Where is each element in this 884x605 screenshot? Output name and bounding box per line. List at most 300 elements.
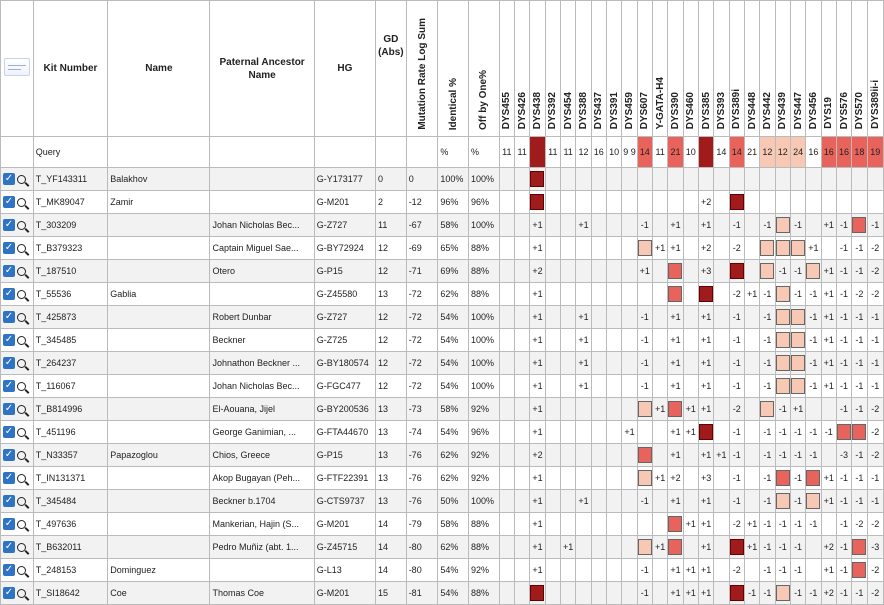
marker-cell <box>806 467 821 490</box>
marker-cell <box>683 214 698 237</box>
ancestor-name-cell: Otero <box>210 260 314 283</box>
marker-cell <box>560 352 575 375</box>
marker-cell: -1 <box>867 329 883 352</box>
kit-number-header[interactable]: Kit Number <box>33 1 108 137</box>
marker-cell <box>622 237 637 260</box>
marker-cell: +1 <box>530 375 545 398</box>
marker-cell: -1 <box>790 421 805 444</box>
marker-cell <box>606 398 621 421</box>
row-checkbox-icon[interactable]: ✓ <box>4 173 14 184</box>
marker-header-3[interactable]: DYS392 <box>545 1 560 137</box>
marker-cell: +1 <box>530 513 545 536</box>
marker-cell: +1 <box>652 467 667 490</box>
query-marker-value: 16 <box>821 137 836 168</box>
row-checkbox-icon[interactable]: ✓ <box>4 196 14 207</box>
marker-cell: -1 <box>790 582 805 605</box>
marker-cell <box>545 582 560 605</box>
marker-cell <box>714 306 729 329</box>
identical-percent-cell: 54% <box>438 375 469 398</box>
marker-header-24[interactable]: DYS389ii-i <box>867 1 883 137</box>
off-by-one-percent-cell: 88% <box>469 513 500 536</box>
name-cell: Zamir <box>108 191 210 214</box>
search-icon[interactable] <box>17 405 26 414</box>
row-checkbox-icon[interactable]: ✓ <box>4 426 14 437</box>
marker-header-5[interactable]: DYS388 <box>576 1 591 137</box>
marker-header-15[interactable]: DYS389i <box>729 1 744 137</box>
marker-cell: +1 <box>821 214 836 237</box>
marker-cell <box>560 582 575 605</box>
marker-header-8[interactable]: DYS459 <box>622 1 637 137</box>
row-checkbox-icon[interactable]: ✓ <box>4 357 14 368</box>
app-logo-icon <box>4 58 30 76</box>
table-row[interactable] <box>1 214 884 237</box>
marker-cell <box>591 214 606 237</box>
row-checkbox-icon[interactable]: ✓ <box>4 380 14 391</box>
table-row[interactable] <box>1 237 884 260</box>
kit-number-cell: T_B632011 <box>33 536 108 559</box>
marker-cell <box>637 191 652 214</box>
marker-cell: +1 <box>683 398 698 421</box>
marker-cell: +1 <box>576 375 591 398</box>
marker-cell <box>852 168 867 191</box>
search-icon[interactable] <box>17 244 26 253</box>
marker-cell: +1 <box>821 467 836 490</box>
table-row[interactable] <box>1 283 884 306</box>
marker-header-6[interactable]: DYS437 <box>591 1 606 137</box>
row-checkbox-icon[interactable]: ✓ <box>4 472 14 483</box>
marker-cell <box>668 260 683 283</box>
marker-cell <box>821 168 836 191</box>
marker-cell <box>744 444 759 467</box>
query-label: Query <box>33 137 108 168</box>
marker-cell <box>622 375 637 398</box>
mutation-rate-cell: -76 <box>406 444 438 467</box>
ancestor-name-cell: Johnathon Beckner ... <box>210 352 314 375</box>
ancestor-name-cell: Akop Bugayan (Peh... <box>210 467 314 490</box>
search-icon[interactable] <box>17 290 26 299</box>
marker-cell <box>622 536 637 559</box>
search-icon[interactable] <box>17 198 26 207</box>
marker-cell: +1 <box>576 352 591 375</box>
marker-cell: -2 <box>867 513 883 536</box>
marker-cell <box>729 582 744 605</box>
ancestor-name-cell: George Ganimian, ... <box>210 421 314 444</box>
kit-number-cell: T_345484 <box>33 490 108 513</box>
marker-cell: +1 <box>683 421 698 444</box>
ancestor-name-cell: Johan Nicholas Bec... <box>210 214 314 237</box>
marker-cell: -1 <box>836 467 851 490</box>
marker-header-12[interactable]: DYS460 <box>683 1 698 137</box>
table-row[interactable] <box>1 490 884 513</box>
marker-cell: -1 <box>790 444 805 467</box>
marker-header-14[interactable]: DYS393 <box>714 1 729 137</box>
marker-cell: -1 <box>836 283 851 306</box>
table-row[interactable] <box>1 536 884 559</box>
marker-cell <box>760 260 775 283</box>
off-by-one-percent-cell: 100% <box>469 490 500 513</box>
marker-header-20[interactable]: DYS456 <box>806 1 821 137</box>
mutation-rate-cell: -72 <box>406 329 438 352</box>
table-row[interactable] <box>1 582 884 605</box>
marker-cell: +1 <box>530 536 545 559</box>
marker-cell <box>683 283 698 306</box>
marker-cell: -1 <box>821 421 836 444</box>
marker-cell <box>729 191 744 214</box>
marker-cell <box>637 536 652 559</box>
marker-cell: +1 <box>530 490 545 513</box>
marker-cell <box>515 283 530 306</box>
marker-cell <box>744 306 759 329</box>
off-by-one-percent-cell: 92% <box>469 559 500 582</box>
search-icon[interactable] <box>17 267 26 276</box>
marker-cell: +1 <box>790 398 805 421</box>
table-row[interactable] <box>1 513 884 536</box>
marker-cell: +1 <box>698 398 713 421</box>
marker-cell: -1 <box>867 375 883 398</box>
marker-cell <box>499 214 514 237</box>
marker-cell <box>499 260 514 283</box>
marker-diff-swatch <box>668 516 682 532</box>
marker-diff-swatch <box>837 424 851 440</box>
marker-cell: +2 <box>821 536 836 559</box>
marker-cell: +1 <box>683 582 698 605</box>
row-controls <box>1 306 34 329</box>
marker-cell <box>591 375 606 398</box>
genetic-distance-cell: 12 <box>376 352 407 375</box>
row-controls <box>1 444 34 467</box>
marker-cell <box>806 191 821 214</box>
marker-diff-swatch <box>668 263 682 279</box>
marker-cell <box>652 329 667 352</box>
off-by-one-header[interactable]: Off by One% <box>469 1 500 137</box>
marker-cell <box>591 559 606 582</box>
query-marker-value: 11 <box>515 137 530 168</box>
search-icon[interactable] <box>17 359 26 368</box>
marker-cell <box>560 559 575 582</box>
marker-cell <box>622 214 637 237</box>
table-row[interactable] <box>1 306 884 329</box>
ancestor-name-cell <box>210 168 314 191</box>
select-all-logo[interactable] <box>1 1 34 137</box>
marker-diff-swatch <box>638 240 652 256</box>
genetic-distance-cell: 0 <box>376 168 407 191</box>
marker-cell <box>836 191 851 214</box>
marker-cell <box>606 582 621 605</box>
search-icon[interactable] <box>17 497 26 506</box>
marker-header-16[interactable]: DYS448 <box>744 1 759 137</box>
marker-cell: -1 <box>637 306 652 329</box>
haplogroup-header[interactable]: HG <box>314 1 375 137</box>
identical-percent-cell: 54% <box>438 352 469 375</box>
identical-percent-cell: 65% <box>438 237 469 260</box>
marker-cell <box>714 536 729 559</box>
identical-header[interactable]: Identical % <box>438 1 469 137</box>
marker-cell <box>499 444 514 467</box>
marker-cell: -2 <box>852 513 867 536</box>
table-row[interactable] <box>1 352 884 375</box>
table-row[interactable] <box>1 375 884 398</box>
marker-cell: -1 <box>790 490 805 513</box>
marker-cell <box>698 421 713 444</box>
marker-cell: +1 <box>668 329 683 352</box>
marker-cell: +2 <box>698 237 713 260</box>
query-marker-value: 24 <box>790 137 805 168</box>
table-row[interactable] <box>1 329 884 352</box>
name-cell <box>108 490 210 513</box>
search-icon[interactable] <box>17 313 26 322</box>
marker-cell <box>637 398 652 421</box>
search-icon[interactable] <box>17 382 26 391</box>
ancestor-name-cell: Beckner <box>210 329 314 352</box>
marker-cell <box>606 352 621 375</box>
marker-cell <box>744 467 759 490</box>
table-row[interactable] <box>1 191 884 214</box>
marker-cell: -1 <box>852 237 867 260</box>
marker-cell: -1 <box>760 582 775 605</box>
ancestor-name-cell: Mankerian, Hajin (S... <box>210 513 314 536</box>
marker-cell <box>591 352 606 375</box>
marker-cell <box>591 306 606 329</box>
marker-cell <box>515 306 530 329</box>
row-checkbox-icon[interactable]: ✓ <box>4 587 14 598</box>
marker-cell: +1 <box>714 444 729 467</box>
marker-diff-swatch <box>668 401 682 417</box>
ancestor-header[interactable]: Paternal Ancestor Name <box>210 1 314 137</box>
marker-diff-swatch <box>638 447 652 463</box>
marker-cell: -1 <box>760 352 775 375</box>
marker-header-9[interactable]: DYS607 <box>637 1 652 137</box>
marker-cell <box>515 582 530 605</box>
marker-cell <box>637 444 652 467</box>
marker-cell: +1 <box>698 352 713 375</box>
table-row[interactable] <box>1 168 884 191</box>
marker-cell <box>760 191 775 214</box>
genetic-distance-header[interactable]: GD (Abs) <box>376 1 407 137</box>
off-by-one-percent-cell: 88% <box>469 237 500 260</box>
kit-number-cell: T_451196 <box>33 421 108 444</box>
marker-cell <box>790 191 805 214</box>
marker-cell: -1 <box>836 329 851 352</box>
query-marker-value: 11 <box>560 137 575 168</box>
marker-cell <box>714 237 729 260</box>
marker-cell <box>637 513 652 536</box>
marker-cell: -1 <box>760 214 775 237</box>
marker-cell: -1 <box>729 467 744 490</box>
marker-cell: +1 <box>530 306 545 329</box>
marker-cell: -2 <box>867 582 883 605</box>
marker-cell <box>560 421 575 444</box>
marker-cell <box>790 237 805 260</box>
marker-header-19[interactable]: DYS447 <box>790 1 805 137</box>
marker-cell: -1 <box>729 375 744 398</box>
marker-diff-swatch <box>776 378 790 394</box>
search-icon[interactable] <box>17 589 26 598</box>
search-icon[interactable] <box>17 336 26 345</box>
marker-cell <box>576 237 591 260</box>
marker-header-7[interactable]: DYS391 <box>606 1 621 137</box>
marker-header-10[interactable]: Y-GATA-H4 <box>652 1 667 137</box>
search-icon[interactable] <box>17 221 26 230</box>
search-icon[interactable] <box>17 451 26 460</box>
marker-header-18[interactable]: DYS439 <box>775 1 790 137</box>
marker-cell <box>775 352 790 375</box>
marker-cell <box>591 260 606 283</box>
marker-cell <box>545 214 560 237</box>
marker-cell <box>806 559 821 582</box>
name-cell: Gablia <box>108 283 210 306</box>
marker-cell <box>560 467 575 490</box>
search-icon[interactable] <box>17 428 26 437</box>
row-checkbox-icon[interactable]: ✓ <box>4 449 14 460</box>
marker-cell <box>499 168 514 191</box>
marker-cell: -1 <box>836 352 851 375</box>
name-cell <box>108 352 210 375</box>
marker-cell <box>515 513 530 536</box>
ancestor-name-cell: Pedro Muñiz (abt. 1... <box>210 536 314 559</box>
query-marker-value <box>530 137 545 168</box>
marker-cell <box>775 306 790 329</box>
name-cell <box>108 214 210 237</box>
marker-cell: +1 <box>698 513 713 536</box>
marker-cell <box>545 513 560 536</box>
kit-number-cell: T_345485 <box>33 329 108 352</box>
marker-cell: -1 <box>790 214 805 237</box>
marker-cell <box>576 398 591 421</box>
identical-percent-cell: 58% <box>438 214 469 237</box>
marker-cell <box>775 490 790 513</box>
table-row[interactable] <box>1 398 884 421</box>
marker-cell <box>576 559 591 582</box>
marker-cell: -1 <box>760 467 775 490</box>
haplogroup-cell: G-Z45715 <box>314 536 375 559</box>
marker-cell: +1 <box>530 329 545 352</box>
marker-header-13[interactable]: DYS385 <box>698 1 713 137</box>
marker-header-21[interactable]: DYS19 <box>821 1 836 137</box>
mutation-rate-cell: -72 <box>406 352 438 375</box>
row-checkbox-icon[interactable]: ✓ <box>4 288 14 299</box>
genetic-distance-cell: 15 <box>376 582 407 605</box>
row-checkbox-icon[interactable]: ✓ <box>4 541 14 552</box>
marker-cell <box>499 513 514 536</box>
row-checkbox-icon[interactable]: ✓ <box>4 564 14 575</box>
search-icon[interactable] <box>17 520 26 529</box>
marker-cell <box>852 191 867 214</box>
mutation-rate-cell: -80 <box>406 559 438 582</box>
marker-cell <box>836 168 851 191</box>
marker-cell <box>576 168 591 191</box>
marker-cell: -1 <box>836 260 851 283</box>
marker-header-4[interactable]: DYS454 <box>560 1 575 137</box>
marker-cell <box>499 467 514 490</box>
marker-cell <box>652 283 667 306</box>
marker-cell <box>683 375 698 398</box>
marker-cell: -2 <box>852 283 867 306</box>
marker-cell: +3 <box>698 467 713 490</box>
kit-number-cell: T_SI18642 <box>33 582 108 605</box>
marker-diff-swatch <box>791 240 805 256</box>
row-checkbox-icon[interactable]: ✓ <box>4 518 14 529</box>
row-checkbox-icon[interactable]: ✓ <box>4 495 14 506</box>
marker-cell <box>790 352 805 375</box>
search-icon[interactable] <box>17 175 26 184</box>
identical-percent-cell: 54% <box>438 306 469 329</box>
marker-cell <box>714 582 729 605</box>
marker-cell: -1 <box>790 559 805 582</box>
name-cell: Coe <box>108 582 210 605</box>
marker-cell <box>622 329 637 352</box>
row-checkbox-icon[interactable]: ✓ <box>4 265 14 276</box>
search-icon[interactable] <box>17 474 26 483</box>
table-row[interactable] <box>1 260 884 283</box>
table-row[interactable] <box>1 559 884 582</box>
row-controls <box>1 168 34 191</box>
marker-cell <box>714 467 729 490</box>
marker-diff-swatch <box>806 263 820 279</box>
genetic-distance-cell: 13 <box>376 490 407 513</box>
haplogroup-cell: G-BY72924 <box>314 237 375 260</box>
marker-header-22[interactable]: DYS576 <box>836 1 851 137</box>
marker-cell <box>576 444 591 467</box>
marker-header-0[interactable]: DYS455 <box>499 1 514 137</box>
marker-header-11[interactable]: DYS390 <box>668 1 683 137</box>
mutation-rate-header[interactable]: Mutation Rate Log Sum <box>406 1 438 137</box>
marker-cell <box>591 536 606 559</box>
marker-cell: +2 <box>530 260 545 283</box>
marker-diff-swatch <box>791 378 805 394</box>
marker-cell <box>775 237 790 260</box>
marker-cell <box>714 490 729 513</box>
table-row[interactable] <box>1 421 884 444</box>
marker-cell <box>530 191 545 214</box>
marker-header-1[interactable]: DYS426 <box>515 1 530 137</box>
search-icon[interactable] <box>17 566 26 575</box>
table-row[interactable] <box>1 467 884 490</box>
marker-diff-swatch <box>852 539 866 555</box>
marker-diff-swatch <box>806 493 820 509</box>
marker-diff-swatch <box>699 424 713 440</box>
marker-cell <box>560 214 575 237</box>
search-icon[interactable] <box>17 543 26 552</box>
row-checkbox-icon[interactable]: ✓ <box>4 219 14 230</box>
query-ctl <box>1 137 34 168</box>
marker-cell <box>606 237 621 260</box>
marker-cell <box>499 352 514 375</box>
row-checkbox-icon[interactable]: ✓ <box>4 242 14 253</box>
genetic-distance-cell: 11 <box>376 214 407 237</box>
row-checkbox-icon[interactable]: ✓ <box>4 311 14 322</box>
table-row[interactable] <box>1 444 884 467</box>
marker-cell <box>545 168 560 191</box>
marker-cell <box>622 467 637 490</box>
marker-cell <box>545 536 560 559</box>
marker-header-2[interactable]: DYS438 <box>530 1 545 137</box>
marker-header-23[interactable]: DYS570 <box>852 1 867 137</box>
marker-cell <box>515 237 530 260</box>
off-by-one-percent-cell: 88% <box>469 260 500 283</box>
marker-cell <box>744 375 759 398</box>
marker-cell <box>744 559 759 582</box>
marker-cell: +1 <box>821 375 836 398</box>
name-header[interactable]: Name <box>108 1 210 137</box>
marker-cell <box>714 329 729 352</box>
marker-cell <box>806 536 821 559</box>
marker-cell: -2 <box>867 237 883 260</box>
name-cell <box>108 237 210 260</box>
marker-header-17[interactable]: DYS442 <box>760 1 775 137</box>
row-checkbox-icon[interactable]: ✓ <box>4 403 14 414</box>
marker-cell <box>576 467 591 490</box>
row-checkbox-icon[interactable]: ✓ <box>4 334 14 345</box>
